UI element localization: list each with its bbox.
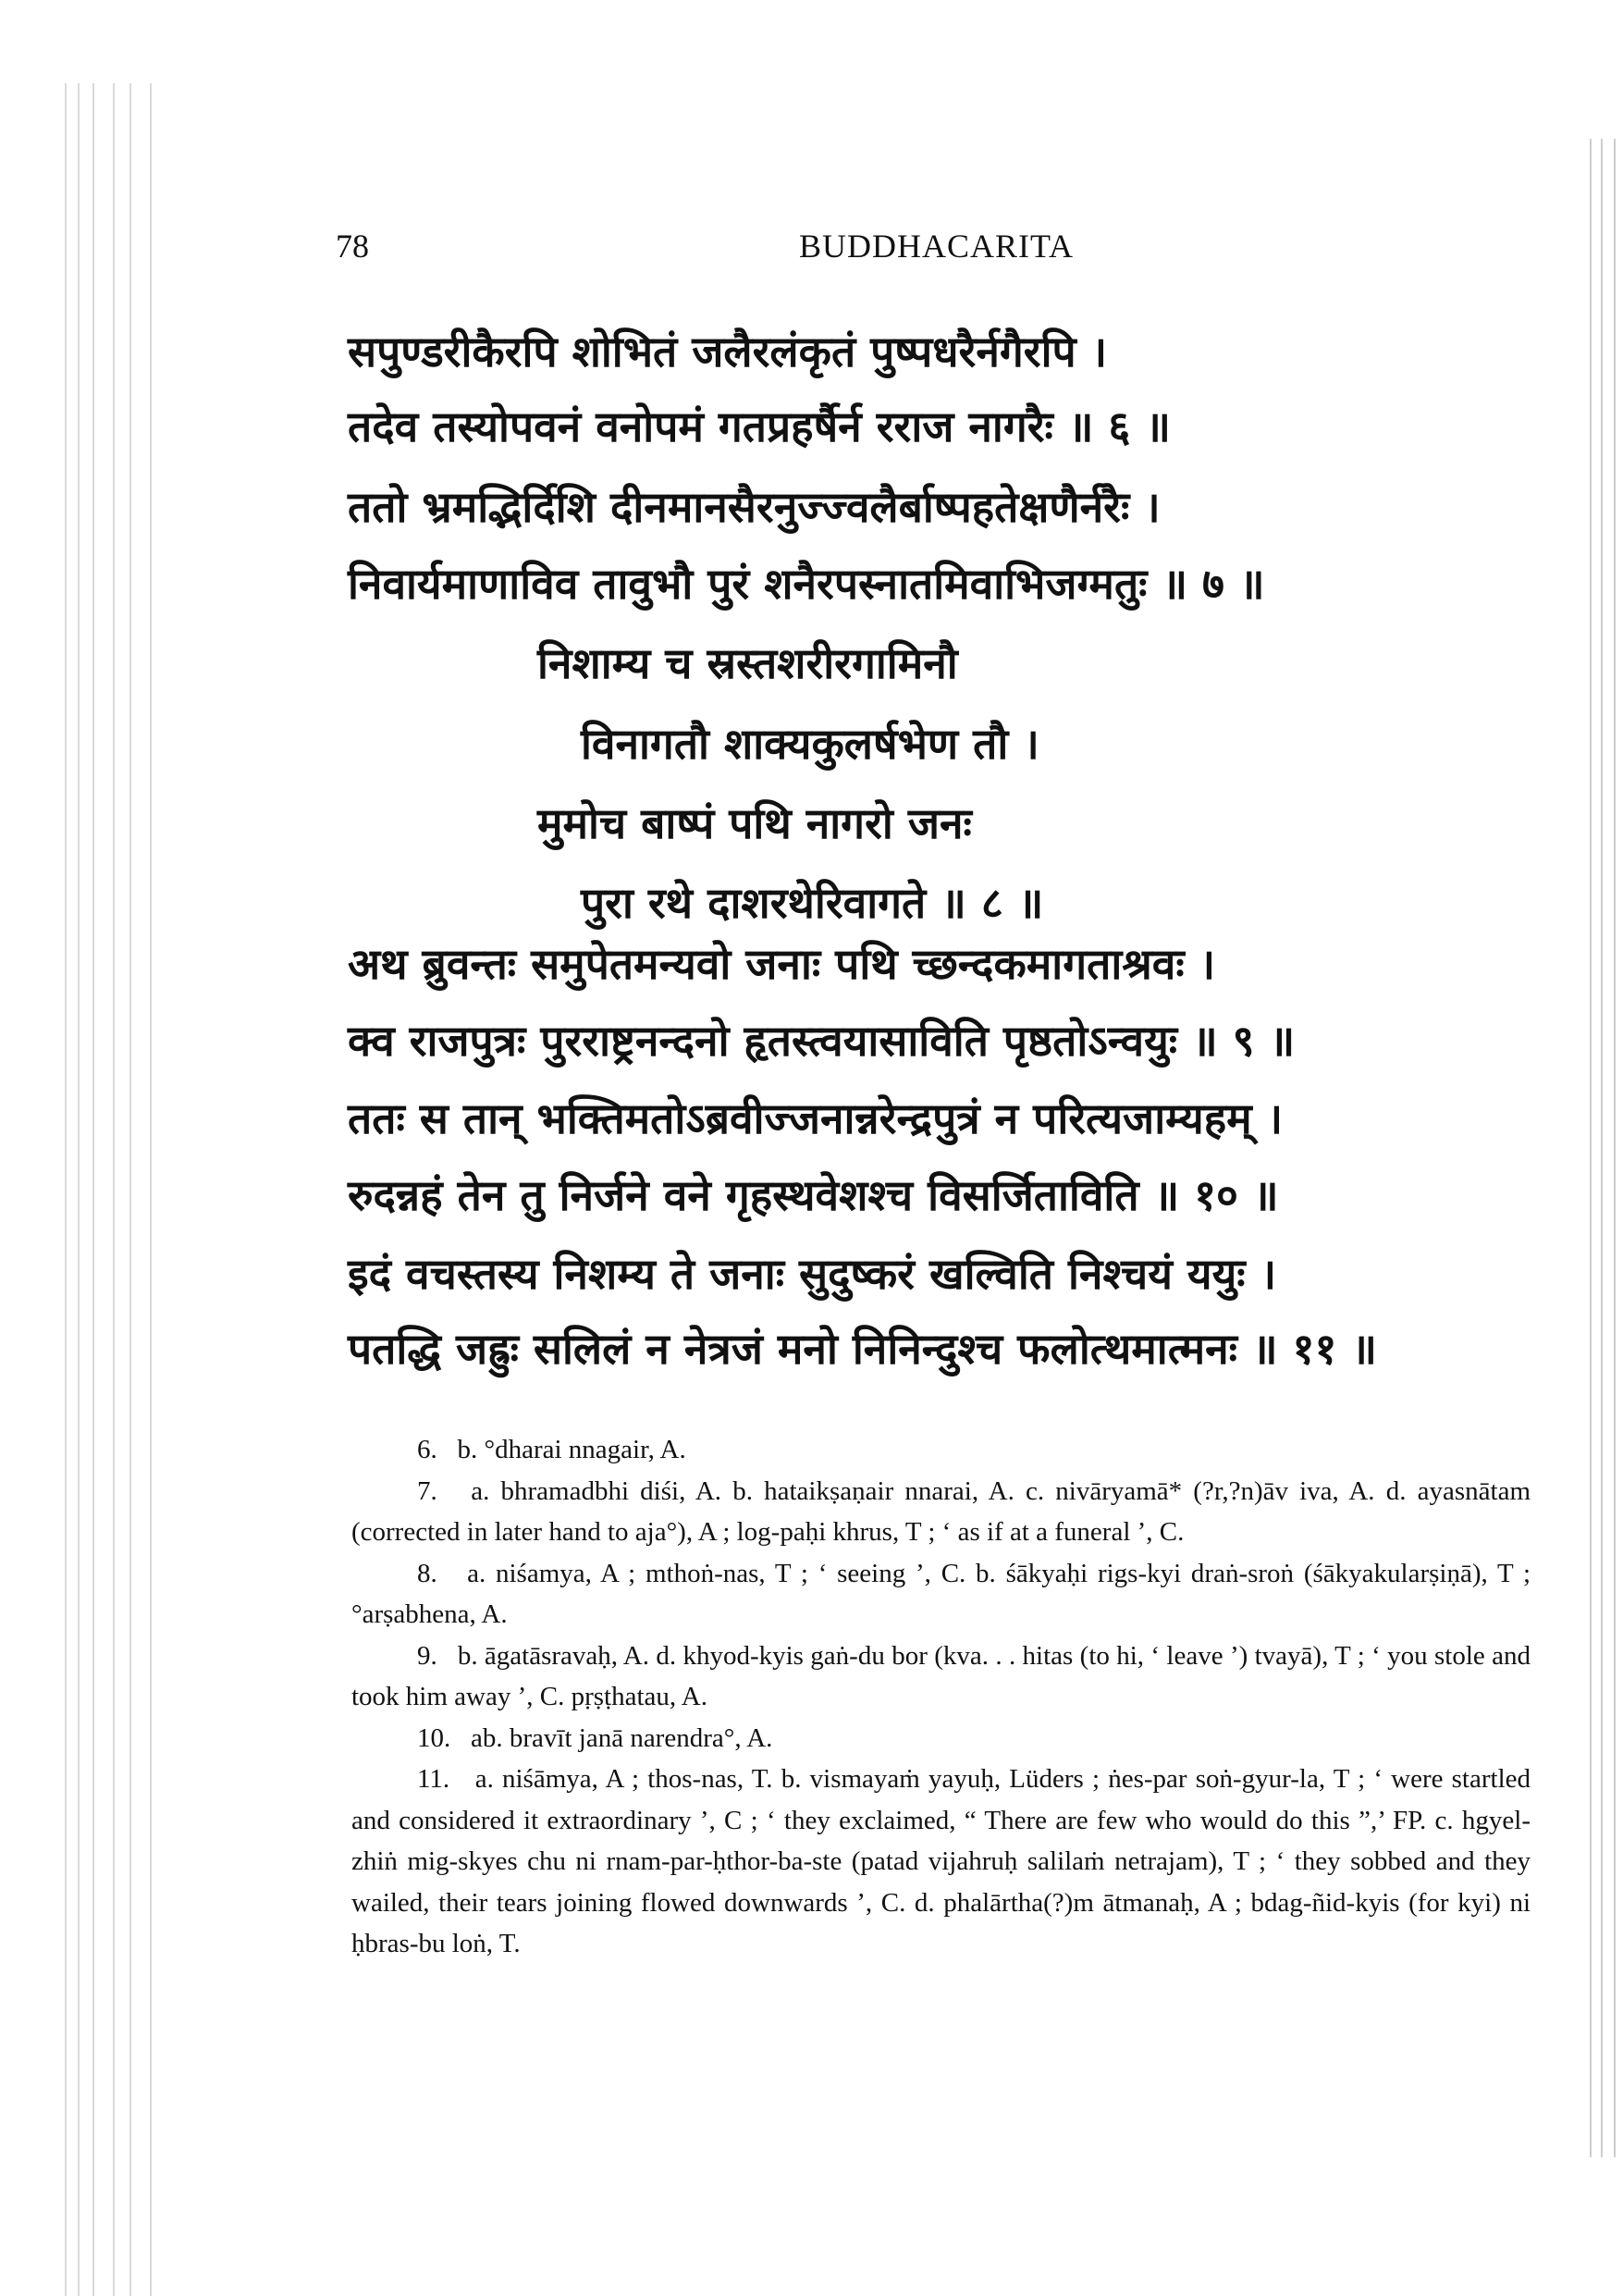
verse-line: सपुण्डरीकैरपि शोभितं जलैरलंकृतं पुष्पधरैर्नगैरपि ।: [348, 327, 1108, 376]
footnote-10: [351, 1718, 1531, 1759]
verse-line: ततो भ्रमद्भिर्दिशि दीनमानसैरनुज्ज्वलैर्बाष्पहतेक्षणैर्नरैः ।: [348, 482, 1161, 532]
footnotes: [351, 1429, 1531, 1965]
verse-line: क्व राजपुत्रः पुरराष्ट्रनन्दनो हृतस्त्वयासाविति पृष्ठतोऽन्वयुः ॥ ९ ॥: [348, 1016, 1296, 1066]
footnote-8: [351, 1553, 1531, 1636]
footnote-6: [351, 1429, 1531, 1471]
footnote-number: 6.: [417, 1435, 437, 1464]
verse-line: अथ ब्रुवन्तः समुपेतमन्यवो जनाः पथि च्छन्दकमागताश्रवः ।: [348, 939, 1216, 989]
page-number: 78: [336, 228, 369, 265]
verse-line: निवार्यमाणाविव तावुभौ पुरं शनैरपस्नातमिवाभिजग्मतुः ॥ ७ ॥: [348, 559, 1265, 609]
binding-shadow-left: [65, 83, 157, 2296]
binding-shadow-right: [1586, 139, 1623, 2157]
verse-line: रुदन्नहं तेन तु निर्जने वने गृहस्थवेशश्च विसर्जिताविति ॥ १० ॥: [348, 1170, 1279, 1220]
footnote-text: a. niśamya, A ; mthoṅ-nas, T ; ‘ seeing ’, C. b. śākyaḥi rigs-kyi draṅ-sroṅ (śākyakularṣiṇā), T ; °arṣabhena, A.: [351, 1558, 1531, 1629]
verse-line: इदं वचस्तस्य निशम्य ते जनाः सुदुष्करं खल्विति निश्चयं ययुः ।: [348, 1249, 1277, 1299]
footnote-11: [351, 1759, 1531, 1965]
footnote-number: 11.: [417, 1764, 450, 1794]
verse-line: निशाम्य च स्रस्तशरीरगामिनौ: [537, 638, 958, 688]
footnote-number: 9.: [417, 1640, 437, 1671]
verse-line: पुरा रथे दाशरथेरिवागते ॥ ८ ॥: [581, 878, 1044, 928]
verse-line: तदेव तस्योपवनं वनोपमं गतप्रहर्षैर्न रराज नागरैः ॥ ६ ॥: [348, 401, 1171, 451]
running-title: BUDDHACARITA: [798, 228, 1075, 265]
footnote-text: a. bhramadbhi diśi, A. b. hataikṣaṇair nnarai, A. c. nivāryamā* (?r,?n)āv iva, A. d. ayasnātam (corrected in later hand to aja°), A ; log-paḥi khrus, T ; ‘ as if at a funeral ’, C.: [351, 1475, 1531, 1547]
footnote-text: a. niśāmya, A ; thos-nas, T. b. vismayaṁ yayuḥ, Lüders ; ṅes-par soṅ-gyur-la, T ; ‘ were startled and considered it extraordinary ’, C ; ‘ they exclaimed, “ There are few who would do this ”,’ FP. c. hgyel-zhiṅ mig-skyes chu ni rnam-par-ḥthor-ba-ste (patad vijahruḥ salilaṁ netrajam), T ; ‘ they sobbed and they wailed, their tears joining flowed downwards ’, C. d. phalārtha(?)m ātmanaḥ, A ; bdag-ñid-kyis (for kyi) ni ḥbras-bu loṅ, T.: [351, 1764, 1531, 1958]
verse-line: विनागतौ शाक्यकुलर्षभेण तौ ।: [581, 719, 1039, 769]
footnote-text: b. āgatāsravaḥ, A. d. khyod-kyis gaṅ-du bor (kva. . . hitas (to hi, ‘ leave ’) tvayā), T ; ‘ you stole and took him away ’, C. pṛṣṭhatau, A.: [351, 1640, 1531, 1711]
footnote-text: b. °dharai nnagair, A.: [457, 1435, 686, 1464]
verse-line: पतद्धि जह्रुः सलिलं न नेत्रजं मनो निनिन्दुश्च फलोत्थमात्मनः ॥ ११ ॥: [348, 1324, 1377, 1374]
footnote-text: ab. bravīt janā narendra°, A.: [471, 1722, 773, 1753]
verse-line: ततः स तान् भक्तिमतोऽब्रवीज्जनान्नरेन्द्रपुत्रं न परित्यजाम्यहम् ।: [348, 1093, 1284, 1143]
footnote-number: 10.: [417, 1722, 451, 1753]
footnote-7: [351, 1471, 1531, 1553]
footnote-number: 8.: [417, 1558, 437, 1588]
footnote-number: 7.: [417, 1475, 437, 1506]
footnote-9: [351, 1636, 1531, 1718]
verse-line: मुमोच बाष्पं पथि नागरो जनः: [537, 798, 972, 848]
